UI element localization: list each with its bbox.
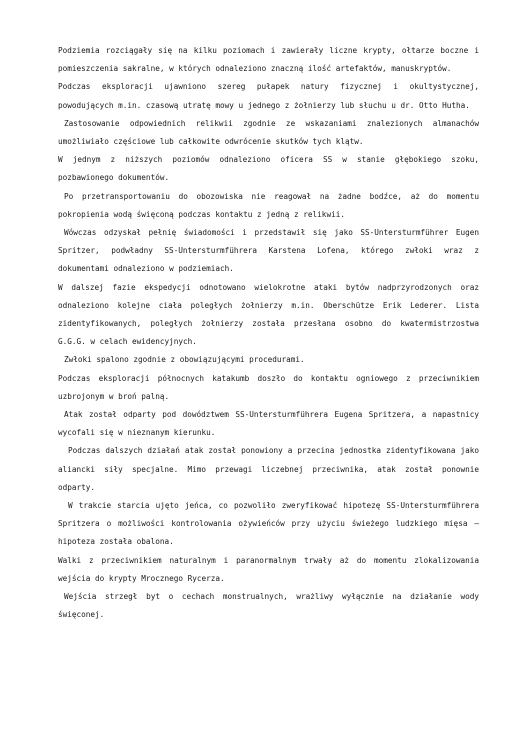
paragraph-prisoner: W trakcie starcia ujęto jeńca, co pozwoliło zweryfikować hipotezę SS-Untersturmführera Spritzera o możliwości kontrolowania ożywieńców przy użyciu świeżego ludzkiego mięsa – hipoteza została obalona. xyxy=(58,501,479,547)
document-body xyxy=(58,42,479,625)
paragraph-guardian: Wejścia strzegł byt o cechach monstrualnych, wrażliwy wyłącznie na działanie wody święconej. xyxy=(58,592,479,620)
paragraph-relics: Zastosowanie odpowiednich relikwii zgodnie ze wskazaniami znalezionych almanachów umożliwiało częściowe lub całkowite odwrócenie skutków tych klątw. xyxy=(58,118,479,147)
paragraph-firefight: Podczas eksploracji północnych katakumb doszło do kontaktu ogniowego z przeciwnikiem uzbrojonym w broń palną. xyxy=(58,373,479,401)
paragraph-cremation: Zwłoki spalono zgodnie z obowiązującymi procedurami. xyxy=(64,355,305,365)
paragraph-transport: Po przetransportowaniu do obozowiska nie reagował na żadne bodźce, aż do momentu pokropienia wodą święconą podczas kontaktu z jedną z relikwii. xyxy=(58,191,479,219)
paragraph-special-forces: Podczas dalszych działań atak został ponowiony a przecina jednostka zidentyfikowana jako aliancki siły specjalne. Mimo przewagi liczebnej przeciwnika, atak został ponownie odparty. xyxy=(58,446,479,492)
paragraph-underground-structure: Podziemia rozciągały się na kilku poziomach i zawierały liczne krypty, ołtarze boczne i pomieszczenia sakralne, w których odnaleziono znaczną ilość artefaktów, manuskryptów. xyxy=(58,46,479,74)
paragraph-attacks: W dalszej fazie ekspedycji odnotowano wielokrotne ataki bytów nadprzyrodzonych oraz odnaleziono kolejne ciała poległych żołnierzy m.in. Oberschütze Erik Lederer. Lista zidentyfikowanych, poległych żołnierzy została przesłana osobno do kwatermistrzostwa G.G.G. w celach ewidencyjnych. xyxy=(58,282,479,347)
paragraph-ss-officer-found: W jednym z niższych poziomów odnaleziono oficera SS w stanie głębokiego szoku, pozbawionego dokumentów. xyxy=(58,155,479,183)
paragraph-identity: Wówczas odzyskał pełnię świadomości i przedstawił się jako SS-Untersturmführer Eugen Spritzer, podwładny SS-Untersturmführera Karstena Lofena, którego zwłoki wraz z dokumentami odnaleziono w podziemiach. xyxy=(58,228,479,274)
paragraph-fighting: Walki z przeciwnikiem naturalnym i paranormalnym trwały aż do momentu zlokalizowania wejścia do krypty Mrocznego Rycerza. xyxy=(58,555,479,583)
paragraph-traps: Podczas eksploracji ujawniono szereg pułapek natury fizycznej i okultystycznej, powodujących m.in. czasową utratę mowy u jednego z żołnierzy lub słuchu u dr. Otto Hutha. xyxy=(58,82,479,110)
paragraph-attack-repelled: Atak został odparty pod dowództwem SS-Untersturmführera Eugena Spritzera, a napastnicy wycofali się w nieznanym kierunku. xyxy=(58,410,479,438)
